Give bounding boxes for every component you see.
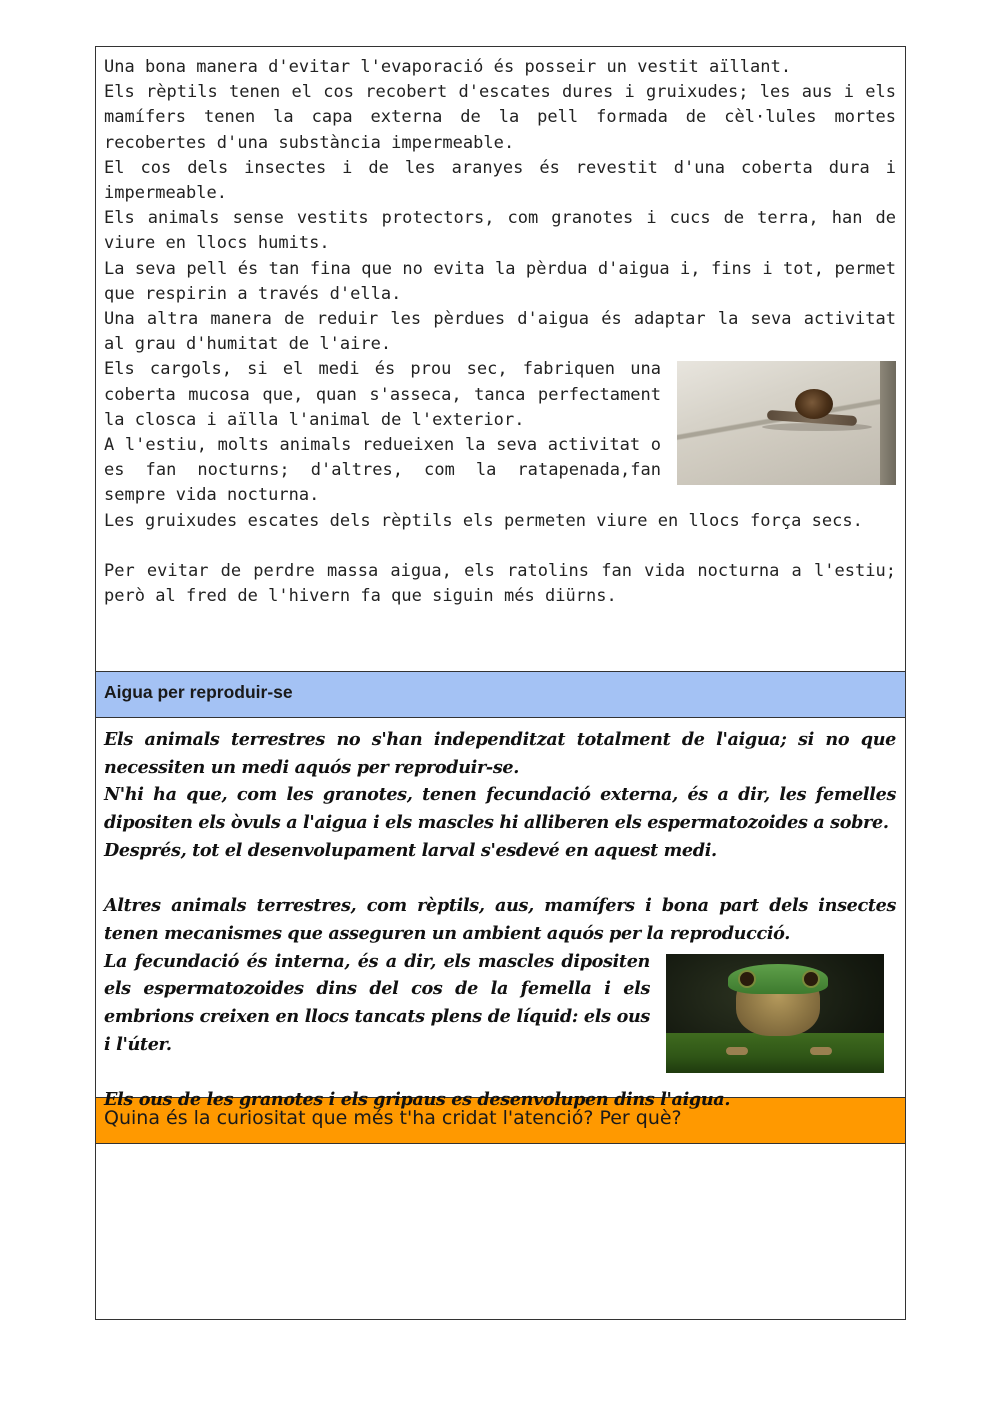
paragraph: El cos dels insectes i de les aranyes és revestit d'una coberta dura i impermeable.: [104, 157, 896, 204]
frog-photo: [666, 954, 884, 1073]
paragraph: Els animals terrestres no s'han independitzat totalment de l'aigua; si no que necessiten un medi aquós per reproduir-se.: [104, 729, 896, 778]
paragraph: Els animals sense vestits protectors, com granotes i cucs de terra, han de viure en llocs humits.: [104, 208, 896, 254]
reproduction-text-cell: [96, 718, 905, 1111]
paragraph: Altres animals terrestres, com rèptils, aus, mamífers i bona part dels insectes tenen mecanismes que asseguren un ambient aquós per la reproducció.: [104, 895, 896, 944]
evaporation-text: [104, 55, 896, 609]
worksheet-table: [95, 46, 906, 1320]
paragraph: La seva pell és tan fina que no evita la pèrdua d'aigua i, fins i tot, permet que respirin a través d'ella.: [104, 258, 896, 304]
paragraph: Una bona manera d'evitar l'evaporació és posseir un vestit aïllant.: [104, 57, 792, 77]
paragraph: Les gruixudes escates dels rèptils els permeten viure en llocs força secs.: [104, 510, 863, 531]
snail-photo: [677, 361, 896, 485]
paragraph: Els ous de les granotes i els gripaus es desenvolupen dins l'aigua.: [104, 1089, 731, 1111]
paragraph: Una altra manera de reduir les pèrdues d'aigua és adaptar la seva activitat al grau d'humitat de l'aire.: [104, 309, 896, 355]
paragraph: Els rèptils tenen el cos recobert d'escates dures i gruixudes; les aus i els mamífers tenen la capa externa de la pell formada de cèl·lules mortes recobertes d'una substància impermeable.: [104, 82, 896, 153]
answer-area[interactable]: [96, 1144, 905, 1319]
reproduction-text: [104, 726, 896, 1114]
section-title-reproduction: Aigua per reproduir-se: [96, 672, 905, 718]
paragraph: Per evitar de perdre massa aigua, els ratolins fan vida nocturna a l'estiu; però al fred de l'hivern fa que siguin més diürns.: [104, 561, 896, 607]
evaporation-text-cell: [96, 47, 905, 672]
paragraph: Després, tot el desenvolupament larval s'esdevé en aquest medi.: [104, 839, 717, 861]
paragraph: N'hi ha que, com les granotes, tenen fecundació externa, és a dir, les femelles dipositen els òvuls a l'aigua i els mascles hi alliberen els espermatozoides a sobre.: [104, 784, 896, 834]
paragraph: A l'estiu, molts animals redueixen la seva activitat o es fan nocturns; d'altres, com la ratapenada,fan sempre vida nocturna.: [104, 435, 661, 506]
paragraph: Els cargols, si el medi és prou sec, fabriquen una coberta mucosa que, quan s'asseca, tanca perfectament la closca i aïlla l'animal de l'exterior.: [104, 359, 661, 430]
paragraph: La fecundació és interna, és a dir, els mascles dipositen els espermatozoides dins del cos de la femella i els embrions creixen en llocs tancats plens de líquid: els ous i l'úter.: [104, 950, 650, 1055]
question-header: Quina és la curiositat que més t'ha cridat l'atenció? Per què?: [96, 1098, 905, 1144]
